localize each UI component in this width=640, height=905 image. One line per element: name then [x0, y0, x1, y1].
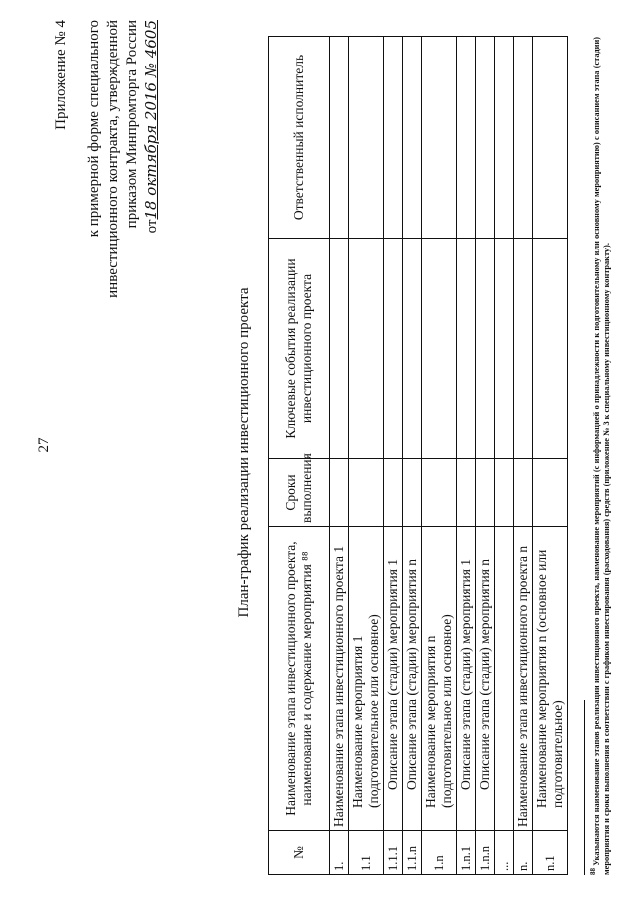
row-key-events [533, 239, 568, 459]
row-deadline [349, 459, 384, 527]
row-number: n. [514, 831, 533, 875]
implementation-schedule-table [268, 36, 568, 875]
row-name: Описание этапа (стадии) мероприятия n [403, 527, 422, 831]
row-responsible [476, 37, 495, 239]
row-number: 1.n.1 [457, 831, 476, 875]
row-number: 1.1.n [403, 831, 422, 875]
table-row [422, 37, 457, 875]
row-number: 1. [330, 831, 349, 875]
header-deadlines: Сроки выполнения [269, 459, 330, 527]
row-deadline [457, 459, 476, 527]
row-key-events [495, 239, 514, 459]
annex-title: Приложение № 4 [53, 20, 69, 130]
row-responsible [495, 37, 514, 239]
row-key-events [422, 239, 457, 459]
row-responsible [533, 37, 568, 239]
header-stage-name: Наименование этапа инвестиционного проекта, наименование и содержание мероприятия ⁸⁸ [269, 527, 330, 831]
row-number: 1.n.n [476, 831, 495, 875]
row-number: ... [495, 831, 514, 875]
annex-line-3: приказом Минпромторга России [124, 20, 140, 229]
row-number: n.1 [533, 831, 568, 875]
row-responsible [514, 37, 533, 239]
row-name: Описание этапа (стадии) мероприятия n [476, 527, 495, 831]
table-row [349, 37, 384, 875]
row-name: Описание этапа (стадии) мероприятия 1 [384, 527, 403, 831]
row-key-events [330, 239, 349, 459]
table-row [384, 37, 403, 875]
row-number: 1.1.1 [384, 831, 403, 875]
row-name [495, 527, 514, 831]
annex-line-2: инвестиционного контракта, утвержденной [105, 20, 121, 298]
row-deadline [514, 459, 533, 527]
row-deadline [533, 459, 568, 527]
row-deadline [403, 459, 422, 527]
page-number: 27 [36, 437, 52, 453]
annex-line-1: к примерной форме специального [86, 20, 102, 238]
row-deadline [476, 459, 495, 527]
row-name: Наименование мероприятия 1 (подготовительное или основное) [349, 527, 384, 831]
row-key-events [457, 239, 476, 459]
row-number: 1.1 [349, 831, 384, 875]
row-key-events [384, 239, 403, 459]
row-deadline [422, 459, 457, 527]
row-deadline [495, 459, 514, 527]
row-number: 1.n [422, 831, 457, 875]
table-row [330, 37, 349, 875]
footnote-separator [584, 700, 585, 875]
row-name: Наименование мероприятия n (основное или подготовительное) [533, 527, 568, 831]
row-deadline [330, 459, 349, 527]
row-responsible [457, 37, 476, 239]
table-title: План-график реализации инвестиционного проекта [236, 287, 252, 618]
row-name: Наименование этапа инвестиционного проекта n [514, 527, 533, 831]
row-deadline [384, 459, 403, 527]
row-key-events [349, 239, 384, 459]
row-name: Описание этапа (стадии) мероприятия 1 [457, 527, 476, 831]
table-row [457, 37, 476, 875]
row-key-events [514, 239, 533, 459]
row-name: Наименование этапа инвестиционного проекта 1 [330, 527, 349, 831]
row-name: Наименование мероприятия n (подготовительное или основное) [422, 527, 457, 831]
table-row [533, 37, 568, 875]
row-responsible [403, 37, 422, 239]
table-row [514, 37, 533, 875]
row-responsible [384, 37, 403, 239]
table-row [403, 37, 422, 875]
row-responsible [349, 37, 384, 239]
row-responsible [330, 37, 349, 239]
header-responsible: Ответственный исполнитель [269, 37, 330, 239]
annex-header [52, 20, 162, 320]
table-header-row [269, 37, 330, 875]
table-body [330, 37, 568, 875]
header-key-events: Ключевые события реализации инвестиционного проекта [269, 239, 330, 459]
footnote-text: Указываются наименование этапов реализации инвестиционного проекта, наименование мероприятий (с информацией о принадлежности к подготовительному или основному мероприятию) с описанием этапа (стадии) мероприятия и сроки выполнения в соответствии с графиком инвестирования (расходования) средств (приложение № 3 к специальному инвестиционному контракту). [591, 36, 612, 875]
footnote-mark: 88 [589, 868, 597, 875]
row-key-events [476, 239, 495, 459]
footnote [588, 37, 613, 875]
annex-order-line [142, 20, 162, 320]
row-responsible [422, 37, 457, 239]
header-number: № [269, 831, 330, 875]
table-row [476, 37, 495, 875]
row-key-events [403, 239, 422, 459]
order-date-number: 18 октября 2016 № 4605 [142, 20, 160, 220]
table-row [495, 37, 514, 875]
order-prefix: от [144, 219, 160, 234]
